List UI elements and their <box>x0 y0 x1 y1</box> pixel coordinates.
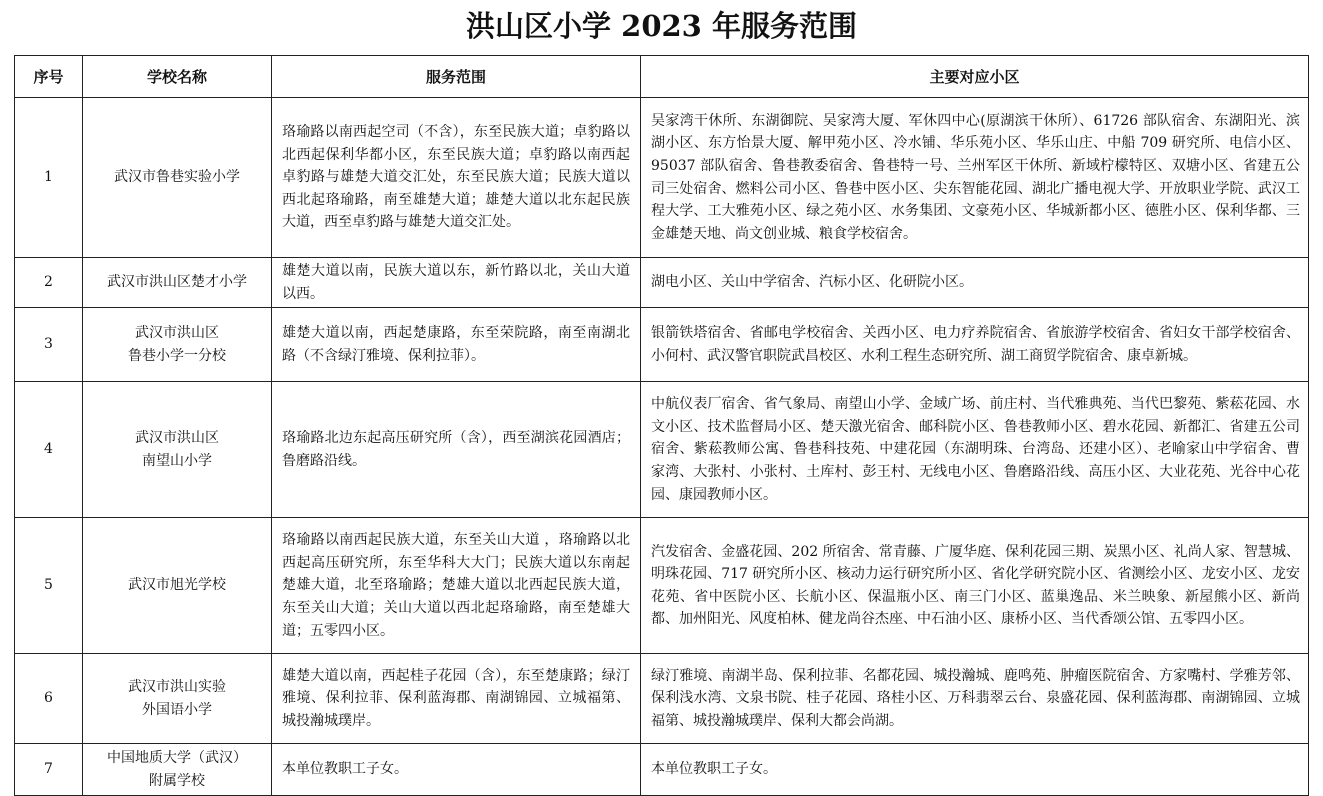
school-name-line: 武汉市洪山区 <box>135 325 219 342</box>
row-no: 3 <box>15 308 83 382</box>
school-name-line: 外国语小学 <box>142 701 212 718</box>
school-name-line: 武汉市洪山实验 <box>128 679 226 696</box>
residential-areas: 吴家湾干休所、东湖御院、吴家湾大厦、军休四中心(原湖滨干休所）、61726 部队宿舍、东湖阳光、滨湖小区、东方怡景大厦、解甲苑小区、冷水铺、华乐苑小区、华乐山庄、中船 709 研究所、电信小区、95037 部队宿舍、鲁巷教委宿舍、鲁巷特一号、兰州军区干休所、新域柠檬特区、双塘小区、省建五公司三处宿舍、燃料公司小区、鲁巷中医小区、尖东智能花园、湖北广播电视大学、开放职业学院、武汉工程大学、工大雅苑小区、绿之苑小区、水务集团、文豪苑小区、华城新都小区、德胜小区、保利华都、三金雄楚天地、尚文创业城、粮食学校宿舍。 <box>641 98 1309 258</box>
service-scope: 本单位教职工子女。 <box>272 744 641 796</box>
school-name <box>83 308 272 382</box>
residential-areas: 中航仪表厂宿舍、省气象局、南望山小学、金域广场、前庄村、当代雅典苑、当代巴黎苑、紫菘花园、水文小区、技术监督局小区、楚天激光宿舍、邮科院小区、鲁巷教师小区、碧水花园、新都汇、省建五公司宿舍、紫菘教师公寓、鲁巷科技苑、中建花园（东湖明珠、台湾岛、还建小区）、老喻家山中学宿舍、曹家湾、大张村、小张村、土库村、彭王村、无线电小区、鲁磨路沿线、高压小区、大业花苑、光谷中心花园、康园教师小区。 <box>641 382 1309 518</box>
school-name-line: 中国地质大学（武汉） <box>107 750 247 767</box>
school-name-line: 武汉市洪山区楚才小学 <box>107 274 247 291</box>
school-name <box>83 654 272 744</box>
school-name <box>83 98 272 258</box>
service-scope: 珞瑜路以南西起民族大道，东至关山大道 ，珞瑜路以北西起高压研究所，东至华科大大门；民族大道以东南起楚雄大道，北至珞瑜路；楚雄大道以北西起民族大道，东至关山大道；关山大道以西北起珞瑜路，南至楚雄大道；五零四小区。 <box>272 518 641 654</box>
residential-areas: 银箭铁塔宿舍、省邮电学校宿舍、关西小区、电力疗养院宿舍、省旅游学校宿舍、省妇女干部学校宿舍、小何村、武汉警官职院武昌校区、水利工程生态研究所、湖工商贸学院宿舍、康卓新城。 <box>641 308 1309 382</box>
service-scope: 珞瑜路北边东起高压研究所（含），西至湖滨花园酒店；鲁磨路沿线。 <box>272 382 641 518</box>
header-school-name: 学校名称 <box>83 56 272 98</box>
row-no: 4 <box>15 382 83 518</box>
page-title: 洪山区小学 2023 年服务范围 <box>466 9 857 43</box>
table-row <box>15 98 1309 258</box>
service-scope: 雄楚大道以南，民族大道以东，新竹路以北，关山大道以西。 <box>272 258 641 308</box>
school-name-line: 武汉市洪山区 <box>135 430 219 447</box>
row-no: 5 <box>15 518 83 654</box>
table-row <box>15 654 1309 744</box>
school-name <box>83 518 272 654</box>
school-name-line: 南望山小学 <box>142 452 212 469</box>
table-row <box>15 258 1309 308</box>
row-no: 7 <box>15 744 83 796</box>
school-name-line: 武汉市鲁巷实验小学 <box>114 169 240 186</box>
residential-areas: 湖电小区、关山中学宿舍、汽标小区、化研院小区。 <box>641 258 1309 308</box>
table-row <box>15 744 1309 796</box>
table-row <box>15 382 1309 518</box>
school-name-line: 鲁巷小学一分校 <box>128 347 226 364</box>
school-name <box>83 382 272 518</box>
school-name-line: 附属学校 <box>149 772 205 789</box>
service-scope: 珞瑜路以南西起空司（不含），东至民族大道；卓豹路以北西起保利华都小区，东至民族大道；卓豹路以南西起卓豹路与雄楚大道交汇处，东至民族大道；民族大道以西北起珞瑜路，南至雄楚大道；雄楚大道以北东起民族大道，西至卓豹路与雄楚大道交汇处。 <box>272 98 641 258</box>
row-no: 1 <box>15 98 83 258</box>
header-residential-areas: 主要对应小区 <box>641 56 1309 98</box>
table-row <box>15 518 1309 654</box>
row-no: 6 <box>15 654 83 744</box>
school-name <box>83 744 272 796</box>
row-no: 2 <box>15 258 83 308</box>
service-scope: 雄楚大道以南，西起楚康路，东至荣院路，南至南湖北路（不含绿汀雅境、保利拉菲）。 <box>272 308 641 382</box>
school-name-line: 武汉市旭光学校 <box>128 577 226 594</box>
table-row <box>15 308 1309 382</box>
residential-areas: 本单位教职工子女。 <box>641 744 1309 796</box>
residential-areas: 汽发宿舍、金盛花园、202 所宿舍、常青藤、广厦华庭、保利花园三期、炭黑小区、礼尚人家、智慧城、明珠花园、717 研究所小区、核动力运行研究所小区、省化学研究院小区、省测绘小区、龙安小区、龙安花苑、省中医院小区、长航小区、保温瓶小区、南三门小区、蓝巢逸品、米兰映象、新屋熊小区、新尚都、加州阳光、风度柏林、健龙尚谷杰座、中石油小区、康桥小区、当代香颂公馆、五零四小区。 <box>641 518 1309 654</box>
service-scope: 雄楚大道以南，西起桂子花园（含），东至楚康路；绿汀雅境、保利拉菲、保利蓝海郡、南湖锦园、立城福第、城投瀚城璞岸。 <box>272 654 641 744</box>
header-service-scope: 服务范围 <box>272 56 641 98</box>
school-name <box>83 258 272 308</box>
table-header-row <box>15 56 1309 98</box>
header-no: 序号 <box>15 56 83 98</box>
residential-areas: 绿汀雅境、南湖半岛、保利拉菲、名都花园、城投瀚城、鹿鸣苑、肿瘤医院宿舍、方家嘴村、学雅芳邻、保利浅水湾、文泉书院、桂子花园、珞桂小区、万科翡翠云台、泉盛花园、保利蓝海郡、南湖锦园、立城福第、城投瀚城璞岸、保利大都会尚湖。 <box>641 654 1309 744</box>
service-area-table <box>14 55 1309 796</box>
